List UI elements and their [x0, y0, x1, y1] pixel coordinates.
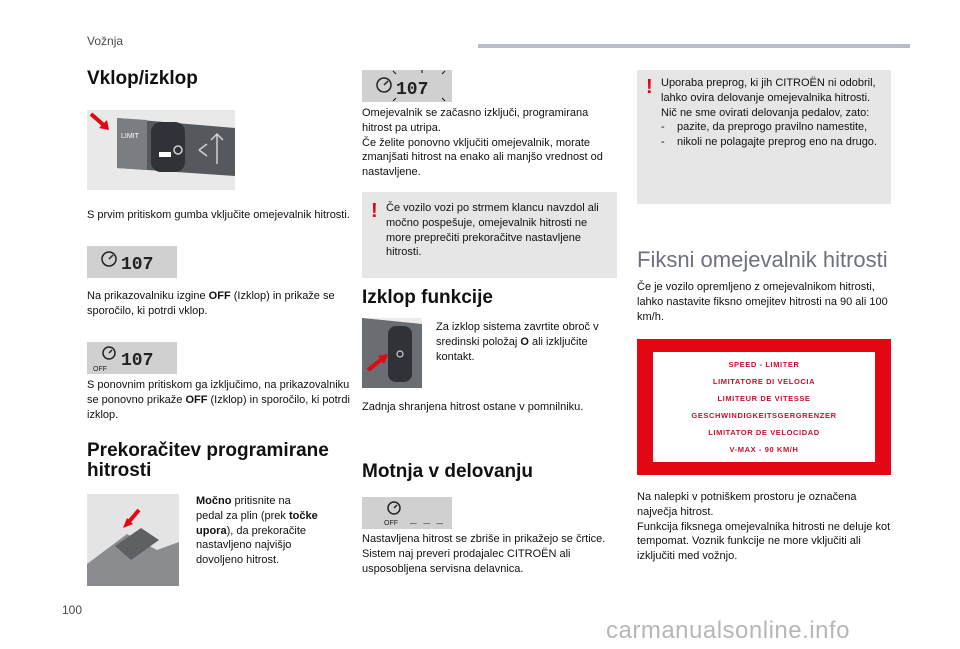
- section-title-overspeed: Prekoračitev programirane hitrosti: [87, 440, 329, 481]
- warning-box-mats: [637, 70, 891, 204]
- section-title-deactivate: Izklop funkcije: [362, 287, 493, 308]
- speed-value: 107: [121, 351, 154, 371]
- paragraph-off-disappears: Na prikazovalniku izgine OFF (Izklop) in prikaže se sporočilo, ki potrdi vklop.: [87, 290, 335, 317]
- paragraph-first-press: S prvim pritiskom gumba vključite omejevalnik hitrosti.: [87, 209, 350, 221]
- warning-box-downhill: [362, 192, 617, 278]
- paragraph-malfunction: Nastavljena hitrost se zbriše in prikažejo se črtice. Sistem naj preveri prodajalec CITROËN ali usposobljena servisna delavnica.: [362, 533, 606, 575]
- speed-value: 107: [121, 255, 154, 275]
- display-speed-blinking: [362, 70, 452, 102]
- warning-icon: !: [646, 76, 653, 98]
- off-label: OFF: [384, 520, 398, 527]
- lever-illustration: [87, 110, 235, 190]
- header-bar: [478, 44, 910, 48]
- lever-ring-illustration: [362, 318, 422, 388]
- display-speed-off: [87, 342, 177, 374]
- display-speed-on: [87, 246, 177, 278]
- label-line: LIMITEUR DE VITESSE: [717, 394, 811, 403]
- label-line: GESCHWINDIGKEITSGERGRENZER: [691, 411, 837, 420]
- warning-text: Če vozilo vozi po strmem klancu navzdol ali močno pospešuje, omejevalnik hitrosti ne more preprečiti prekoračitve nastavljene hitrosti.: [386, 202, 599, 259]
- label-line: SPEED - LIMITER: [728, 360, 800, 369]
- paragraph-temporarily-off: Omejevalnik se začasno izključi, programirana hitrost pa utripa. Če želite ponovno vključiti omejevalnik, morate zmanjšati hitrost na enako ali manjšo vrednost od nastavljene.: [362, 107, 603, 179]
- warning-text: Uporaba preprog, ki jih CITROËN ni odobril, lahko ovira delovanje omejevalnika hitrosti. Nič ne sme ovirati delovanja pedalov, zato: - pazite, da preprogo pravilno namestite, - nikoli ne polagajte preprog eno na drugo.: [661, 76, 889, 150]
- label-line: LIMITATOR DE VELOCIDAD: [708, 428, 820, 437]
- label-line: LIMITATORE DI VELOCIA: [712, 377, 816, 386]
- lever-text: LIMIT: [121, 133, 139, 140]
- speed-limiter-label: [637, 339, 891, 475]
- dashes-value: _ _ _: [410, 515, 444, 527]
- paragraph-fixed-limit: Če je vozilo opremljeno z omejevalnikom hitrosti, lahko nastavite fiksno omejitev hitrosti na 90 ali 100 km/h.: [637, 281, 888, 323]
- off-label: OFF: [93, 366, 107, 373]
- page-number: 100: [62, 603, 83, 617]
- deactivate-instruction: Za izklop sistema zavrtite obroč v sredinski položaj O ali izključite kontakt.: [436, 321, 599, 363]
- section-header: Vožnja: [87, 34, 124, 48]
- overspeed-instruction: Močno pritisnite na pedal za plin (prek točke upora), da prekoračite nastavljeno najvišjo dovoljeno hitrost.: [196, 495, 318, 567]
- paragraph-second-press: S ponovnim pritiskom ga izključimo, na prikazovalniku se ponovno prikaže OFF (Izklop) in sporočilo, ki potrdi izklop.: [87, 379, 350, 421]
- section-title-fixed-limiter: Fiksni omejevalnik hitrosti: [637, 247, 888, 272]
- watermark: carmanualsonline.info: [606, 617, 850, 644]
- paragraph-sticker: Na nalepki v potniškem prostoru je označena največja hitrost. Funkcija fiksnega omejevalnika hitrosti ne deluje kot tempomat. Voznik funkcije ne more vključiti ali izključiti med vožnjo.: [637, 491, 891, 563]
- warning-icon: !: [371, 200, 378, 222]
- speed-value: 107: [396, 80, 429, 100]
- display-dashes: [362, 497, 452, 529]
- section-title-on-off: Vklop/izklop: [87, 68, 198, 89]
- paragraph-memory: Zadnja shranjena hitrost ostane v pomnilniku.: [362, 401, 584, 413]
- list-item: - pazite, da preprogo pravilno namestite,: [661, 121, 868, 134]
- list-item: - nikoli ne polagajte preprog eno na drugo.: [661, 136, 877, 149]
- pedal-illustration: [87, 494, 179, 586]
- section-title-malfunction: Motnja v delovanju: [362, 461, 534, 482]
- label-line: V-MAX - 90 KM/H: [729, 445, 799, 454]
